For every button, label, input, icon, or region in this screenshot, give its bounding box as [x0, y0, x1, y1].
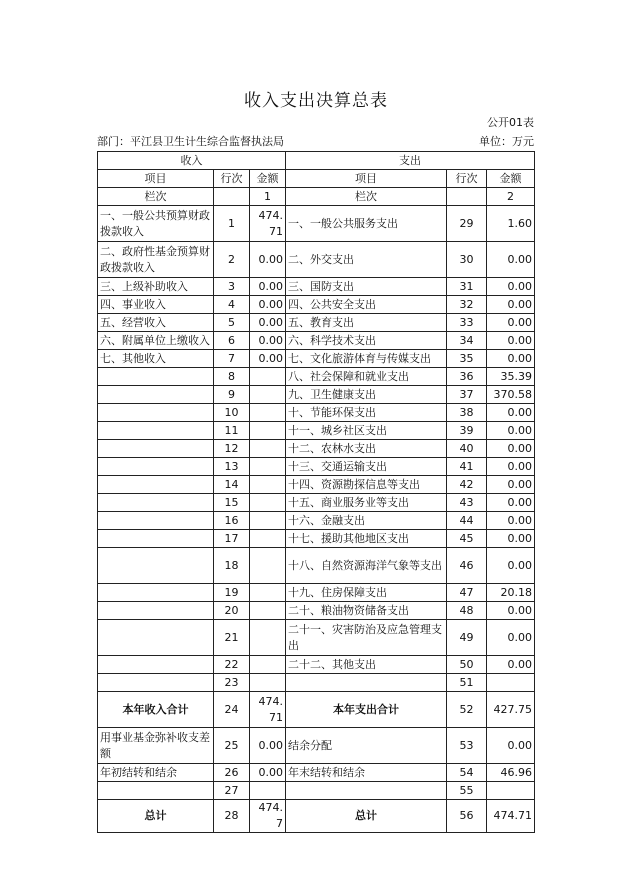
table-row [98, 386, 535, 404]
expense-item-cell: 八、社会保障和就业支出 [286, 368, 447, 386]
table-row [98, 728, 535, 764]
income-item-cell [98, 476, 214, 494]
expense-item-cell: 十、节能环保支出 [286, 404, 447, 422]
income-item-cell [98, 386, 214, 404]
expense-amount-cell: 0.00 [487, 422, 535, 440]
expense-item-cell: 六、科学技术支出 [286, 332, 447, 350]
income-line-cell: 18 [214, 548, 250, 584]
expense-item-cell: 十二、农林水支出 [286, 440, 447, 458]
income-item-cell: 年初结转和结余 [98, 764, 214, 782]
income-item-cell [98, 620, 214, 656]
income-item-cell [98, 404, 214, 422]
table-row [98, 782, 535, 800]
expense-amount-cell: 0.00 [487, 458, 535, 476]
table-row [98, 332, 535, 350]
expense-amount-cell: 0.00 [487, 530, 535, 548]
expense-item-cell: 十八、自然资源海洋气象等支出 [286, 548, 447, 584]
income-amount-cell: 0.00 [250, 350, 286, 368]
income-amount-cell [250, 674, 286, 692]
income-item-cell: 总计 [98, 800, 214, 833]
income-expense-table [97, 151, 535, 833]
income-item-cell: 本年收入合计 [98, 692, 214, 728]
expense-section-header: 支出 [286, 152, 535, 170]
income-amount-cell [250, 584, 286, 602]
expense-item-cell: 十九、住房保障支出 [286, 584, 447, 602]
table-row [98, 494, 535, 512]
income-line-cell: 20 [214, 602, 250, 620]
expense-item-cell: 本年支出合计 [286, 692, 447, 728]
table-row [98, 584, 535, 602]
income-line-cell: 9 [214, 386, 250, 404]
income-amount-cell: 0.00 [250, 314, 286, 332]
expense-item-cell: 七、文化旅游体育与传媒支出 [286, 350, 447, 368]
income-column-label: 栏次 [98, 188, 214, 206]
expense-line-cell: 35 [447, 350, 487, 368]
income-item-cell: 四、事业收入 [98, 296, 214, 314]
income-line-cell: 26 [214, 764, 250, 782]
income-amount-cell: 0.00 [250, 242, 286, 278]
table-row [98, 800, 535, 833]
header-row-sections [98, 152, 535, 170]
expense-item-cell: 年末结转和结余 [286, 764, 447, 782]
expense-line-cell: 47 [447, 584, 487, 602]
income-item-cell [98, 584, 214, 602]
expense-line-cell: 46 [447, 548, 487, 584]
income-item-cell [98, 440, 214, 458]
expense-item-cell [286, 674, 447, 692]
expense-amount-cell: 0.00 [487, 620, 535, 656]
income-line-header: 行次 [214, 170, 250, 188]
income-line-cell: 16 [214, 512, 250, 530]
expense-item-cell: 九、卫生健康支出 [286, 386, 447, 404]
table-row [98, 206, 535, 242]
income-line-cell: 4 [214, 296, 250, 314]
income-amount-cell: 474.71 [250, 692, 286, 728]
expense-amount-header: 金额 [487, 170, 535, 188]
form-number: 公开01表 [487, 116, 534, 129]
expense-line-cell: 42 [447, 476, 487, 494]
income-line-cell: 3 [214, 278, 250, 296]
empty-cell [447, 188, 487, 206]
income-item-cell [98, 782, 214, 800]
expense-amount-cell: 0.00 [487, 242, 535, 278]
income-item-cell: 三、上级补助收入 [98, 278, 214, 296]
income-line-cell: 6 [214, 332, 250, 350]
expense-line-cell: 37 [447, 386, 487, 404]
expense-item-cell: 总计 [286, 800, 447, 833]
table-row [98, 602, 535, 620]
income-item-cell [98, 674, 214, 692]
expense-line-cell: 54 [447, 764, 487, 782]
income-amount-cell [250, 512, 286, 530]
income-item-cell [98, 530, 214, 548]
expense-item-cell: 十五、商业服务业等支出 [286, 494, 447, 512]
income-line-cell: 5 [214, 314, 250, 332]
expense-item-cell: 二十、粮油物资储备支出 [286, 602, 447, 620]
income-item-cell [98, 602, 214, 620]
unit-label: 单位：万元 [479, 135, 534, 148]
expense-line-cell: 38 [447, 404, 487, 422]
table-row [98, 476, 535, 494]
expense-amount-cell: 0.00 [487, 350, 535, 368]
expense-item-cell: 十六、金融支出 [286, 512, 447, 530]
income-amount-cell [250, 404, 286, 422]
expense-column-label: 栏次 [286, 188, 447, 206]
table-row [98, 404, 535, 422]
expense-line-cell: 55 [447, 782, 487, 800]
income-line-cell: 22 [214, 656, 250, 674]
income-amount-cell: 0.00 [250, 728, 286, 764]
expense-line-cell: 31 [447, 278, 487, 296]
income-line-cell: 24 [214, 692, 250, 728]
header-row-columns [98, 170, 535, 188]
expense-item-cell: 结余分配 [286, 728, 447, 764]
income-item-header: 项目 [98, 170, 214, 188]
income-amount-cell [250, 422, 286, 440]
income-item-cell [98, 548, 214, 584]
expense-item-cell: 十三、交通运输支出 [286, 458, 447, 476]
expense-line-cell: 41 [447, 458, 487, 476]
income-item-cell: 用事业基金弥补收支差额 [98, 728, 214, 764]
expense-amount-cell: 0.00 [487, 494, 535, 512]
expense-line-cell: 48 [447, 602, 487, 620]
income-amount-cell [250, 602, 286, 620]
expense-line-cell: 40 [447, 440, 487, 458]
income-line-cell: 15 [214, 494, 250, 512]
income-amount-cell [250, 386, 286, 404]
income-line-cell: 10 [214, 404, 250, 422]
income-column-number: 1 [250, 188, 286, 206]
expense-line-cell: 50 [447, 656, 487, 674]
expense-item-cell: 二十一、灾害防治及应急管理支出 [286, 620, 447, 656]
table-row [98, 242, 535, 278]
income-line-cell: 23 [214, 674, 250, 692]
expense-item-cell: 二十二、其他支出 [286, 656, 447, 674]
expense-amount-cell: 0.00 [487, 602, 535, 620]
income-amount-cell: 474.71 [250, 206, 286, 242]
table-row [98, 656, 535, 674]
expense-amount-cell: 0.00 [487, 728, 535, 764]
expense-line-cell: 45 [447, 530, 487, 548]
expense-item-cell [286, 782, 447, 800]
expense-line-cell: 43 [447, 494, 487, 512]
expense-line-cell: 52 [447, 692, 487, 728]
income-line-cell: 17 [214, 530, 250, 548]
income-item-cell [98, 368, 214, 386]
table-row [98, 368, 535, 386]
income-amount-header: 金额 [250, 170, 286, 188]
expense-item-header: 项目 [286, 170, 447, 188]
income-item-cell [98, 422, 214, 440]
expense-line-cell: 32 [447, 296, 487, 314]
expense-amount-cell: 0.00 [487, 512, 535, 530]
table-row [98, 764, 535, 782]
table-row [98, 458, 535, 476]
income-line-cell: 11 [214, 422, 250, 440]
income-line-cell: 14 [214, 476, 250, 494]
expense-amount-cell: 370.58 [487, 386, 535, 404]
table-row [98, 422, 535, 440]
income-amount-cell [250, 656, 286, 674]
table-row [98, 350, 535, 368]
income-item-cell: 五、经营收入 [98, 314, 214, 332]
income-amount-cell: 0.00 [250, 332, 286, 350]
expense-amount-cell: 20.18 [487, 584, 535, 602]
header-row-column-index [98, 188, 535, 206]
income-line-cell: 1 [214, 206, 250, 242]
expense-line-cell: 56 [447, 800, 487, 833]
income-amount-cell: 474.7 [250, 800, 286, 833]
table-row [98, 548, 535, 584]
expense-item-cell: 二、外交支出 [286, 242, 447, 278]
expense-amount-cell [487, 674, 535, 692]
income-line-cell: 21 [214, 620, 250, 656]
income-amount-cell: 0.00 [250, 296, 286, 314]
income-amount-cell [250, 494, 286, 512]
income-line-cell: 12 [214, 440, 250, 458]
income-amount-cell [250, 530, 286, 548]
income-line-cell: 19 [214, 584, 250, 602]
expense-amount-cell: 1.60 [487, 206, 535, 242]
income-amount-cell [250, 458, 286, 476]
table-row [98, 620, 535, 656]
income-amount-cell [250, 440, 286, 458]
income-amount-cell [250, 620, 286, 656]
income-amount-cell: 0.00 [250, 764, 286, 782]
expense-item-cell: 十一、城乡社区支出 [286, 422, 447, 440]
empty-cell [214, 188, 250, 206]
income-item-cell: 六、附属单位上缴收入 [98, 332, 214, 350]
expense-line-cell: 33 [447, 314, 487, 332]
table-row [98, 530, 535, 548]
expense-item-cell: 十七、援助其他地区支出 [286, 530, 447, 548]
expense-item-cell: 三、国防支出 [286, 278, 447, 296]
page-title: 收入支出决算总表 [244, 91, 388, 111]
expense-line-header: 行次 [447, 170, 487, 188]
income-line-cell: 25 [214, 728, 250, 764]
expense-amount-cell: 427.75 [487, 692, 535, 728]
expense-amount-cell: 0.00 [487, 404, 535, 422]
table-row [98, 512, 535, 530]
expense-line-cell: 39 [447, 422, 487, 440]
table-row [98, 674, 535, 692]
table-row [98, 296, 535, 314]
expense-item-cell: 五、教育支出 [286, 314, 447, 332]
expense-line-cell: 30 [447, 242, 487, 278]
expense-line-cell: 49 [447, 620, 487, 656]
expense-column-number: 2 [487, 188, 535, 206]
income-section-header: 收入 [98, 152, 286, 170]
expense-amount-cell [487, 782, 535, 800]
expense-amount-cell: 46.96 [487, 764, 535, 782]
expense-item-cell: 一、一般公共服务支出 [286, 206, 447, 242]
income-line-cell: 13 [214, 458, 250, 476]
table-row [98, 278, 535, 296]
expense-amount-cell: 0.00 [487, 440, 535, 458]
table-row [98, 314, 535, 332]
income-line-cell: 28 [214, 800, 250, 833]
expense-item-cell: 四、公共安全支出 [286, 296, 447, 314]
expense-amount-cell: 0.00 [487, 548, 535, 584]
expense-line-cell: 44 [447, 512, 487, 530]
income-amount-cell [250, 368, 286, 386]
expense-line-cell: 29 [447, 206, 487, 242]
expense-line-cell: 36 [447, 368, 487, 386]
expense-line-cell: 51 [447, 674, 487, 692]
income-item-cell [98, 458, 214, 476]
expense-amount-cell: 474.71 [487, 800, 535, 833]
expense-item-cell: 十四、资源勘探信息等支出 [286, 476, 447, 494]
expense-line-cell: 53 [447, 728, 487, 764]
income-line-cell: 8 [214, 368, 250, 386]
expense-line-cell: 34 [447, 332, 487, 350]
income-amount-cell: 0.00 [250, 278, 286, 296]
income-line-cell: 27 [214, 782, 250, 800]
income-item-cell: 二、政府性基金预算财政拨款收入 [98, 242, 214, 278]
expense-amount-cell: 35.39 [487, 368, 535, 386]
expense-amount-cell: 0.00 [487, 296, 535, 314]
income-item-cell [98, 494, 214, 512]
income-item-cell: 七、其他收入 [98, 350, 214, 368]
income-item-cell [98, 512, 214, 530]
income-amount-cell [250, 548, 286, 584]
expense-amount-cell: 0.00 [487, 314, 535, 332]
expense-amount-cell: 0.00 [487, 278, 535, 296]
department-label: 部门：平江县卫生计生综合监督执法局 [97, 135, 284, 148]
expense-amount-cell: 0.00 [487, 332, 535, 350]
expense-amount-cell: 0.00 [487, 656, 535, 674]
income-item-cell: 一、一般公共预算财政拨款收入 [98, 206, 214, 242]
income-amount-cell [250, 476, 286, 494]
table-row [98, 692, 535, 728]
table-body [98, 152, 535, 833]
income-line-cell: 7 [214, 350, 250, 368]
expense-amount-cell: 0.00 [487, 476, 535, 494]
table-row [98, 440, 535, 458]
income-line-cell: 2 [214, 242, 250, 278]
income-item-cell [98, 656, 214, 674]
income-amount-cell [250, 782, 286, 800]
